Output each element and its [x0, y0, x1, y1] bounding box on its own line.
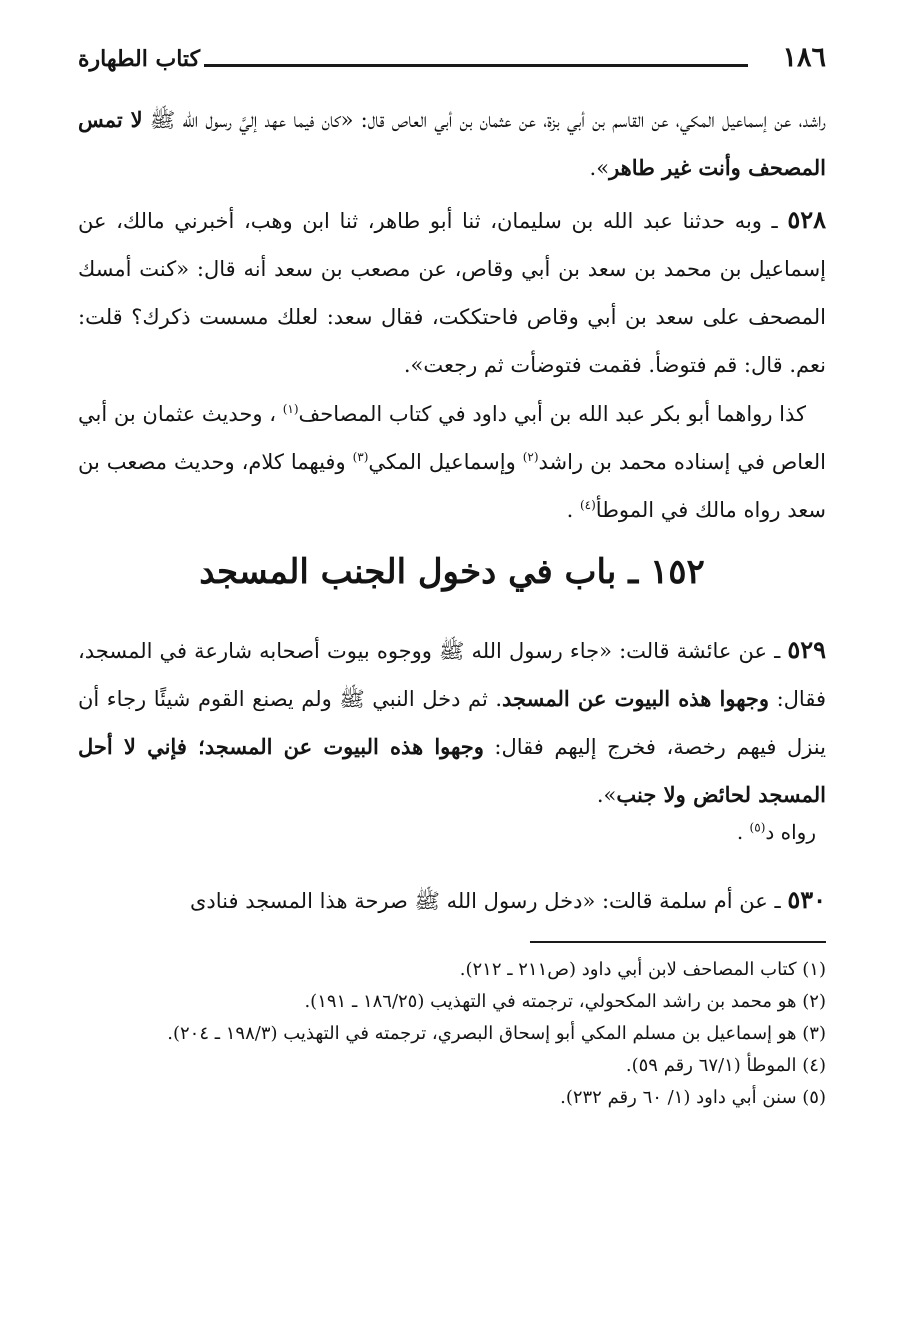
footnote-ref-4: (٤) — [579, 498, 596, 512]
riwaya-text: رواه د — [765, 820, 816, 844]
hadith-number: ٥٣٠ — [787, 885, 826, 914]
hadith-bold-1: وجهوا هذه البيوت عن المسجد — [502, 686, 770, 711]
chapter-heading: ١٥٢ ـ باب في دخول الجنب المسجد — [199, 552, 705, 592]
footnote-4: (٤) الموطأ (٦٧/١ رقم ٥٩). — [625, 1055, 826, 1076]
commentary-part4: وفيهما كلام، وحديث مصعب بن سعد رواه مالك في الموطأ — [78, 450, 826, 522]
hadith-text-2: . ثم دخل النبي ﷺ ولم يصنع القوم شيئًا رجاء أن ينزل فيهم رخصة، فخرج إليهم فقال: — [78, 687, 826, 759]
hadith-number: ٥٢٨ — [787, 205, 826, 234]
footnote-1: (١) كتاب المصاحف لابن أبي داود (ص٢١١ ـ ٢١٢). — [459, 959, 826, 980]
continuation-end: ». — [589, 156, 610, 180]
commentary-part3: وإسماعيل المكي — [368, 450, 523, 474]
footnote-ref-1: (١) — [282, 402, 299, 416]
hadith-end: ». — [596, 783, 617, 807]
commentary-part5: . — [566, 498, 580, 522]
footnote-ref-3: (٣) — [352, 450, 369, 464]
hadith-text: ـ عن أم سلمة قالت: «دخل رسول الله ﷺ صرحة هذا المسجد فنادى — [189, 889, 788, 913]
continuation-text: راشد، عن إسماعيل المكي، عن القاسم بن أبي بزة، عن عثمان بن أبي العاص قال: «كان فيما عهد إليَّ رسول الله ﷺ — [142, 108, 826, 132]
footnote-5: (٥) سنن أبي داود (١/ ٦٠ رقم ٢٣٢). — [560, 1087, 826, 1108]
commentary-part1: كذا رواهما أبو بكر عبد الله بن أبي داود في كتاب المصاحف — [298, 402, 807, 426]
footnote-ref-5: (٥) — [749, 820, 766, 835]
hadith-number: ٥٢٩ — [787, 635, 826, 664]
page-number: ١٨٦ — [782, 42, 826, 73]
hadith-528 — [78, 196, 826, 389]
footnote-separator — [530, 941, 826, 943]
commentary-part2: ، وحديث عثمان بن أبي العاص في إسناده محمد بن راشد — [78, 402, 826, 474]
footnote-3: (٣) هو إسماعيل بن مسلم المكي أبو إسحاق البصري، ترجمته في التهذيب (١٩٨/٣ ـ ٢٠٤). — [167, 1023, 826, 1044]
continuation-paragraph — [78, 96, 826, 192]
hadith-530 — [78, 876, 826, 925]
header-rule — [204, 64, 748, 67]
hadith-text: ـ وبه حدثنا عبد الله بن سليمان، ثنا أبو طاهر، ثنا ابن وهب، أخبرني مالك، عن إسماعيل بن محمد بن سعد بن أبي وقاص، عن مصعب بن سعد أنه قال: «كنت أمسك المصحف على سعد بن أبي وقاص فاحتككت، فقال سعد: لعلك مسست ذكرك؟ قلت: نعم. قال: قم فتوضأ. فقمت فتوضأت ثم رجعت». — [78, 209, 826, 377]
riwaya-end: . — [736, 820, 750, 844]
hadith-529 — [78, 626, 826, 819]
hadith-bold-2: وجهوا هذه البيوت عن المسجد؛ فإني لا أحل المسجد لحائض ولا جنب — [78, 734, 826, 807]
hadith-text-1: ـ عن عائشة قالت: «جاء رسول الله ﷺ ووجوه بيوت أصحابه شارعة في المسجد، فقال: — [78, 639, 826, 711]
footnote-2: (٢) هو محمد بن راشد المكحولي، ترجمته في التهذيب (١٨٦/٢٥ ـ ١٩١). — [304, 991, 826, 1012]
footnotes — [96, 954, 826, 1114]
book-title: كتاب الطهارة — [78, 46, 201, 72]
commentary-paragraph — [78, 390, 826, 534]
page-header — [78, 42, 826, 86]
riwaya-line — [737, 820, 816, 844]
footnote-ref-2: (٢) — [522, 450, 539, 464]
continuation-bold: لا تمس المصحف وأنت غير طاهر — [78, 107, 826, 180]
